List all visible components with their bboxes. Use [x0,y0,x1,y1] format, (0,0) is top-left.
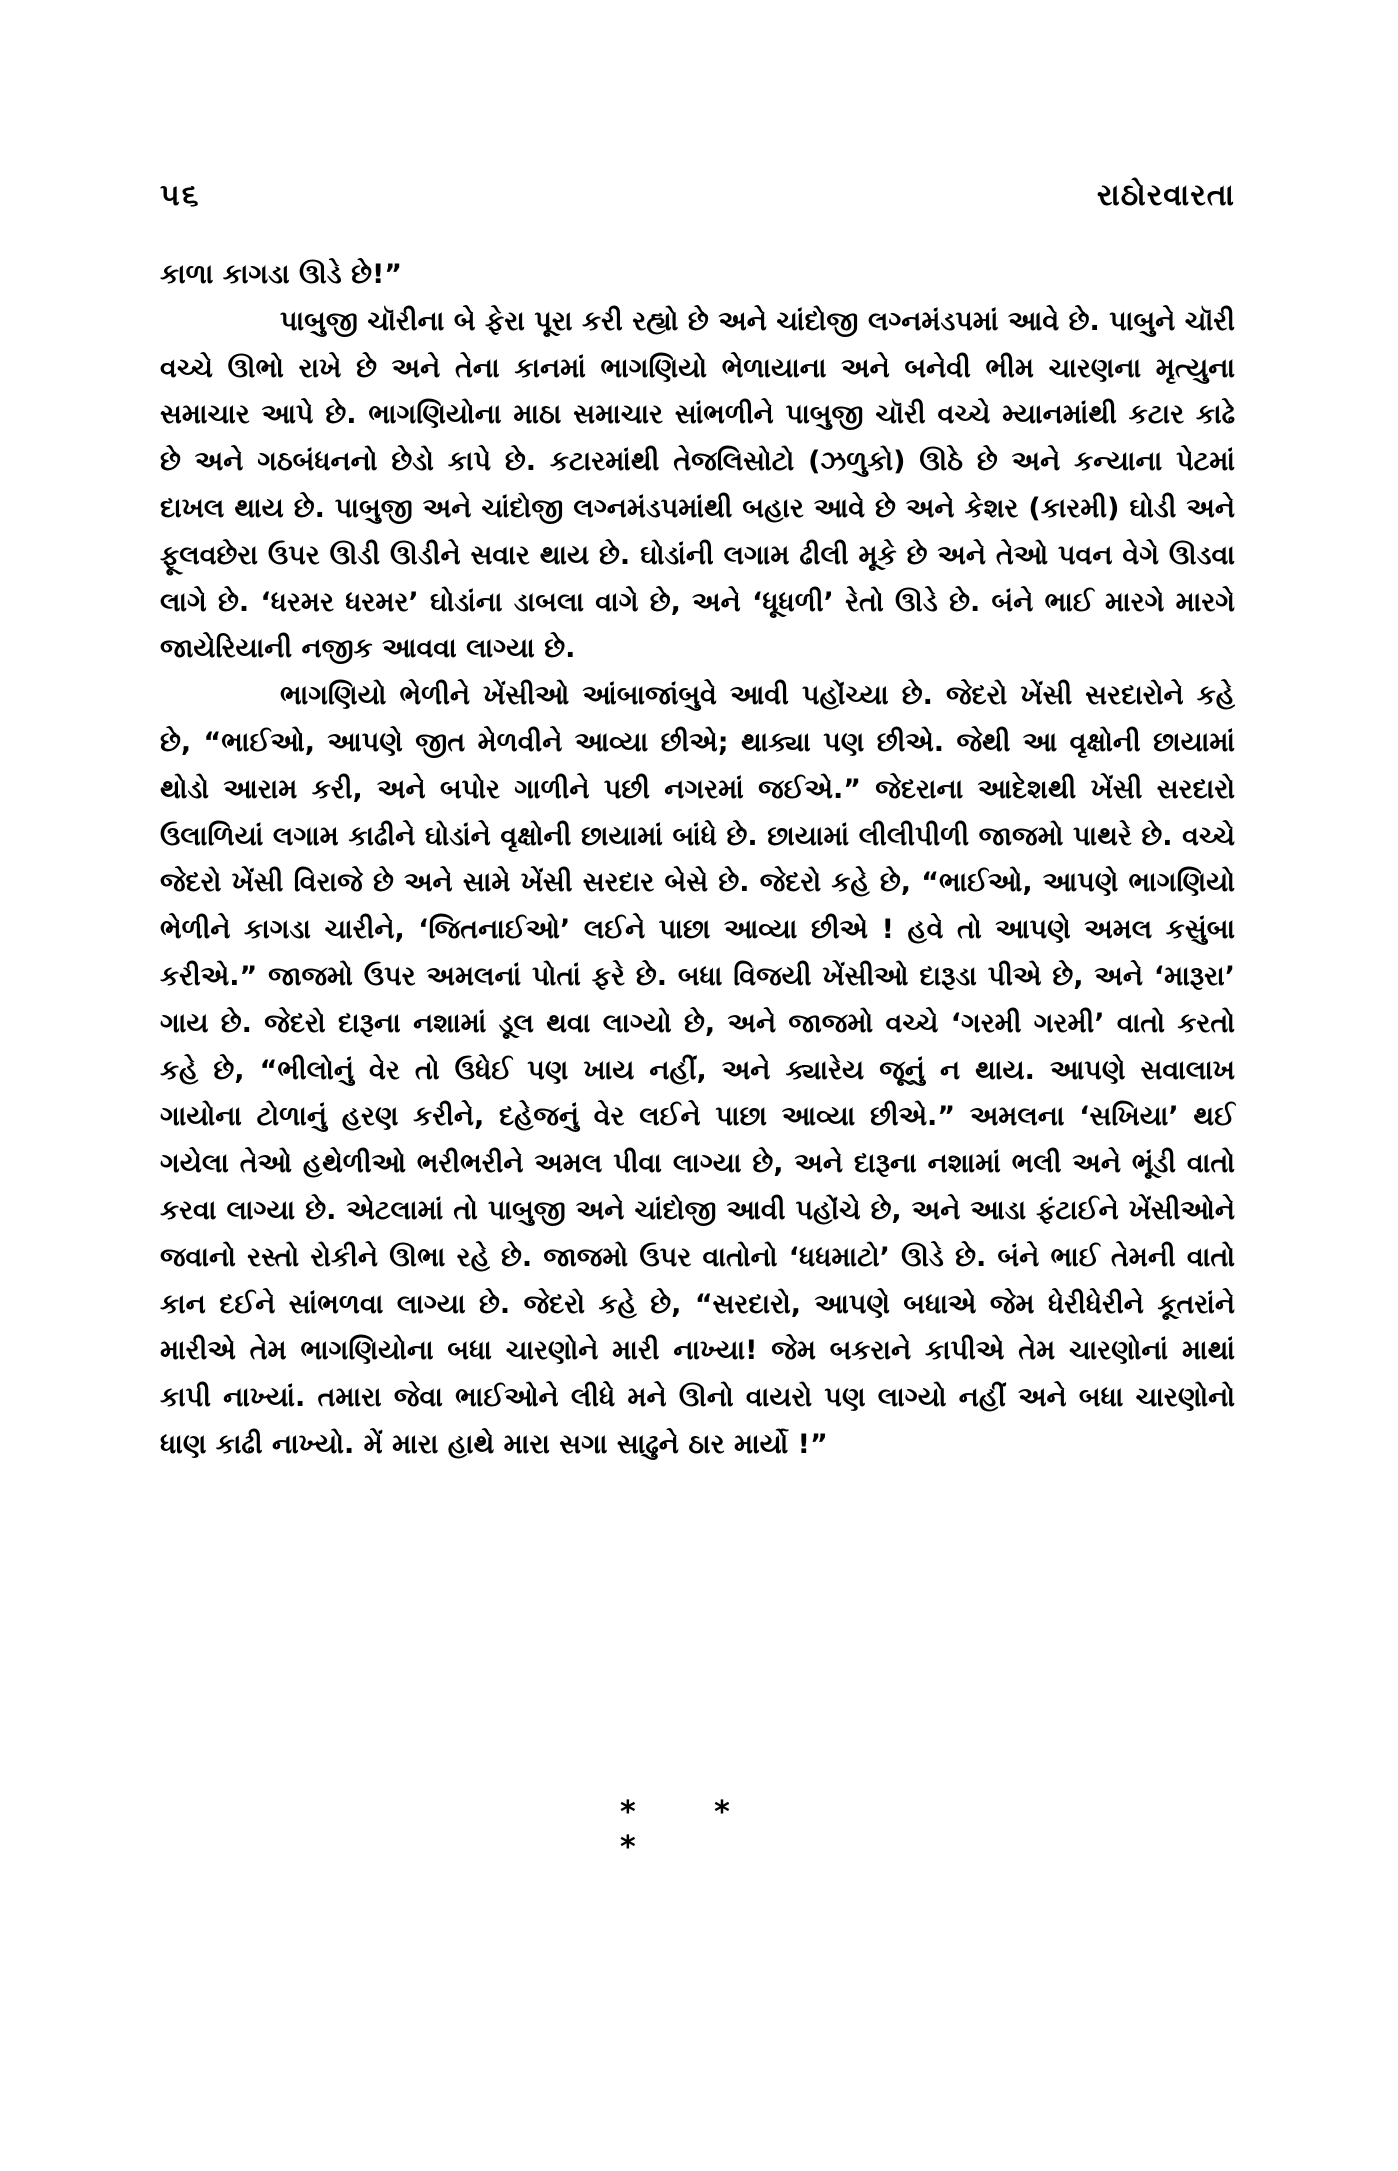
body-text [160,252,1235,1469]
paragraph: ભાગણિયો ભેળીને ખેંસીઓ આંબાજાંબુવે આવી પહોંચ્યા છે. જેદરો ખેંસી સરદારોને કહે છે, “ભાઈઓ, આપણે જીત મેળવીને આવ્યા છીએ; થાક્યા પણ છીએ. જેથી આ વૃક્ષોની છાયામાં થોડો આરામ કરી, અને બપોર ગાળીને પછી નગરમાં જઈએ.” જેદરાના આદેશથી ખેંસી સરદારો ઉલાળિયાં લગામ કાઢીને ઘોડાંને વૃક્ષોની છાયામાં બાંધે છે. છાયામાં લીલીપીળી જાજમો પાથરે છે. વચ્ચે જેદરો ખેંસી વિરાજે છે અને સામે ખેંસી સરદાર બેસે છે. જેદરો કહે છે, “ભાઈઓ, આપણે ભાગણિયો ભેળીને કાગડા ચારીને, ‘જિતનાઈઓ’ લઈને પાછા આવ્યા છીએ ! હવે તો આપણે અમલ કસુંબા કરીએ.” જાજમો ઉપર અમલનાં પોતાં ફરે છે. બધા વિજયી ખેંસીઓ દારૂડા પીએ છે, અને ‘મારૂરા’ ગાય છે. જેદરો દારૂના નશામાં ડૂલ થવા લાગ્યો છે, અને જાજમો વચ્ચે ‘ગરમી ગરમી’ વાતો કરતો કહે છે, “ભીલોનું વેર તો ઉધેઈ પણ ખાય નહીં, અને ક્યારેય જૂનું ન થાય. આપણે સવાલાખ ગાયોના ટોળાનું હરણ કરીને, દહેજનું વેર લઈને પાછા આવ્યા છીએ.” અમલના ‘સખિયા’ થઈ ગયેલા તેઓ હથેળીઓ ભરીભરીને અમલ પીવા લાગ્યા છે, અને દારૂના નશામાં ભલી અને ભૂંડી વાતો કરવા લાગ્યા છે. એટલામાં તો પાબુજી અને ચાંદોજી આવી પહોંચે છે, અને આડા ફંટાઈને ખેંસીઓને જવાનો રસ્તો રોકીને ઊભા રહે છે. જાજમો ઉપર વાતોનો ‘ધધમાટો’ ઊડે છે. બંને ભાઈ તેમની વાતો કાન દઈને સાંભળવા લાગ્યા છે. જેદરો કહે છે, “સરદારો, આપણે બધાએ જેમ ધેરીધેરીને કૂતરાંને મારીએ તેમ ભાગણિયોના બધા ચારણોને મારી નાખ્યા! જેમ બકરાને કાપીએ તેમ ચારણોનાં માથાં કાપી નાખ્યાં. તમારા જેવા ભાઈઓને લીધે મને ઊનો વાયરો પણ લાગ્યો નહીં અને બધા ચારણોનો ધાણ કાઢી નાખ્યો. મેં મારા હાથે મારા સગા સાઢુને ઠાર માર્યો !” [160,680,1235,1460]
paragraph: પાબુજી ચૉરીના બે ફેરા પૂરા કરી રહ્યો છે અને ચાંદોજી લગ્નમંડપમાં આવે છે. પાબુને ચૉરી વચ્ચે ઊભો રાખે છે અને તેના કાનમાં ભાગણિયો ભેળાયાના અને બનેવી ભીમ ચારણના મૃત્યુના સમાચાર આપે છે. ભાગણિયોના માઠા સમાચાર સાંભળીને પાબુજી ચૉરી વચ્ચે મ્યાનમાંથી કટાર કાઢે છે અને ગઠબંધનનો છેડો કાપે છે. કટારમાંથી તેજલિસોટો (ઝળુકો) ઊઠે છે અને કન્યાના પેટમાં દાખલ થાય છે. પાબુજી અને ચાંદોજી લગ્નમંડપમાંથી બહાર આવે છે અને કેશર (કારમી) ઘોડી અને ફૂલવછેરા ઉપર ઊડી ઊડીને સવાર થાય છે. ઘોડાંની લગામ ઢીલી મૂકે છે અને તેઓ પવન વેગે ઊડવા લાગે છે. ‘ધરમર ધરમર’ ઘોડાંના ડાબલા વાગે છે, અને ‘ધૂધળી’ રેતો ઊડે છે. બંને ભાઈ મારગે મારગે જાયેરિયાની નજીક આવવા લાગ્યા છે. [160,305,1235,665]
section-separator: * * * [620,1795,764,1865]
paragraph-continuation: કાળા કાગડા ઊડે છે!” [160,259,403,290]
running-title: રાઠોરવારતા [1096,178,1235,213]
page-number: ૫૬ [160,178,201,213]
page-header [160,178,1235,222]
